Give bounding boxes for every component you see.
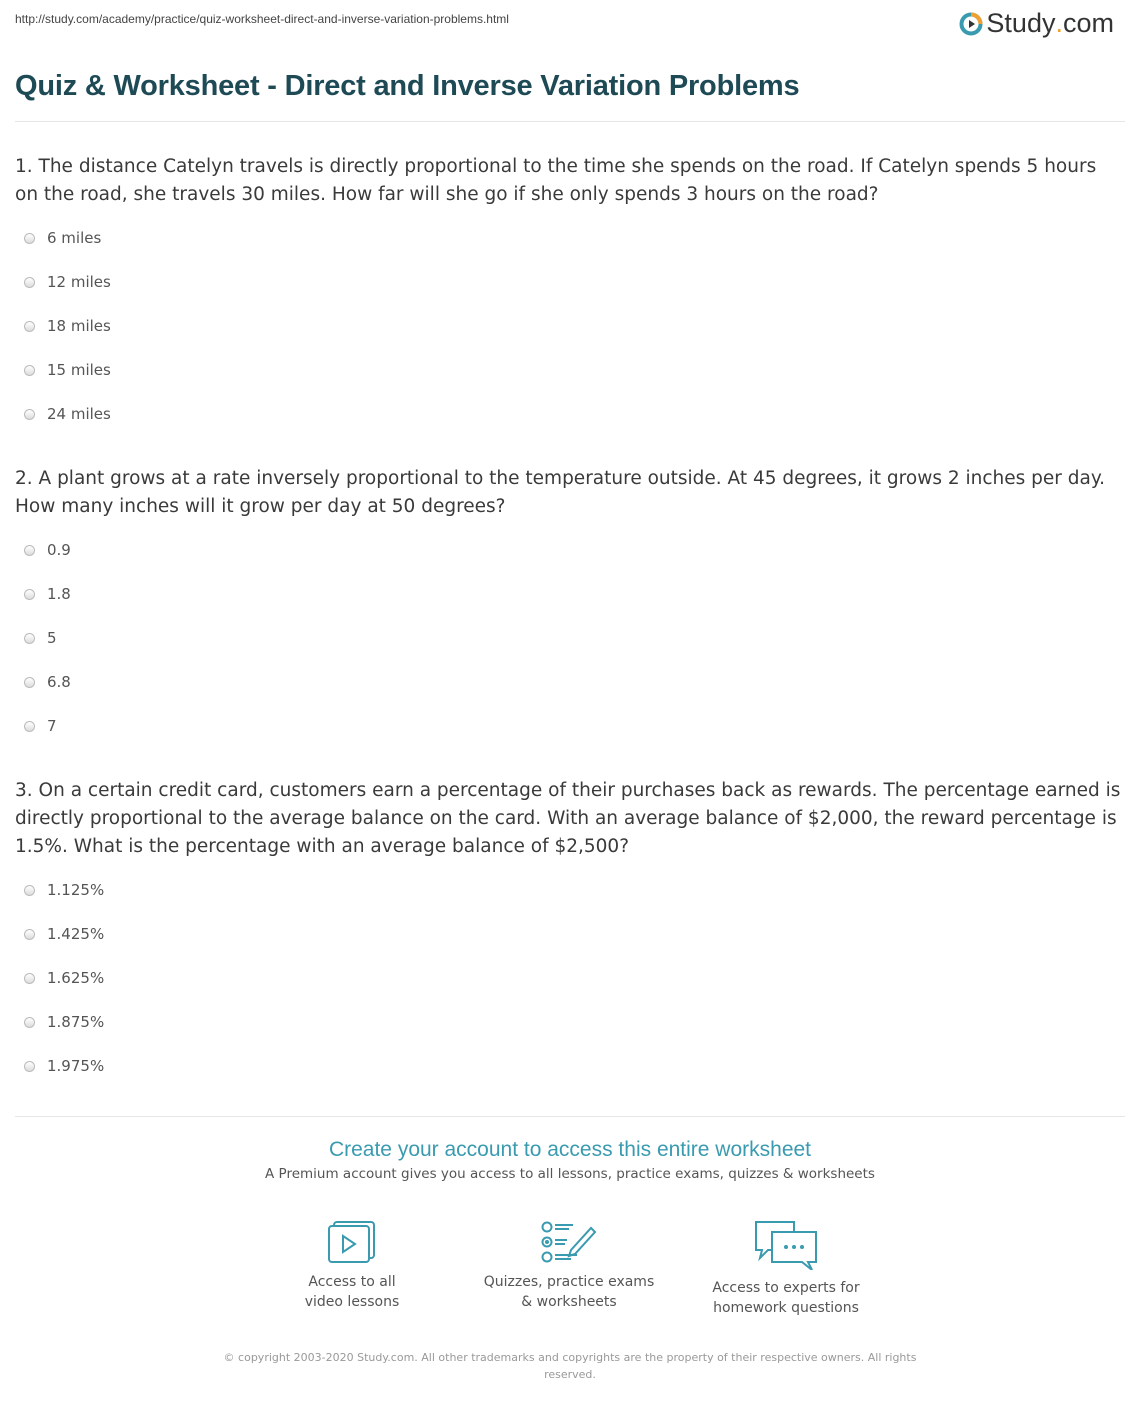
feature-experts xyxy=(676,1220,896,1318)
answer-option[interactable] xyxy=(15,260,1125,304)
option-label: 1.8 xyxy=(47,585,71,603)
feature-label-line2: homework questions xyxy=(713,1300,859,1316)
logo-dot: . xyxy=(1055,8,1063,38)
promo-subtext: A Premium account gives you access to all lessons, practice exams, quizzes & worksheets xyxy=(265,1166,875,1182)
answer-option[interactable] xyxy=(15,912,1125,956)
option-label: 1.625% xyxy=(47,969,105,987)
chat-experts-icon xyxy=(754,1220,818,1270)
radio-button[interactable] xyxy=(24,721,35,732)
answer-option[interactable] xyxy=(15,868,1125,912)
logo-text: Study xyxy=(986,8,1056,38)
question-block xyxy=(15,153,1125,436)
radio-button[interactable] xyxy=(24,633,35,644)
radio-button[interactable] xyxy=(24,277,35,288)
option-label: 12 miles xyxy=(47,273,111,291)
radio-button[interactable] xyxy=(24,589,35,600)
radio-button[interactable] xyxy=(24,233,35,244)
question-text: 1. The distance Catelyn travels is directly proportional to the time she spends on the road. If Catelyn spends 5 hours on the road, she travels 30 miles. How far will she go if she only spends 3 hours on the road? xyxy=(15,156,1097,205)
answer-option[interactable] xyxy=(15,216,1125,260)
answer-option[interactable] xyxy=(15,1000,1125,1044)
radio-button[interactable] xyxy=(24,409,35,420)
option-label: 1.875% xyxy=(47,1013,105,1031)
feature-label-line1: Access to experts for xyxy=(712,1280,860,1296)
answer-option[interactable] xyxy=(15,704,1125,748)
page-title: Quiz & Worksheet - Direct and Inverse Variation Problems xyxy=(15,70,800,102)
promo-heading[interactable]: Create your account to access this entire worksheet xyxy=(328,1138,812,1161)
radio-button[interactable] xyxy=(24,973,35,984)
answer-option[interactable] xyxy=(15,304,1125,348)
study-logo[interactable] xyxy=(959,8,1114,39)
question-text: 3. On a certain credit card, customers earn a percentage of their purchases back as rewards. The percentage earned is directly proportional to the average balance on the card. With an average balance of $2,000, the reward percentage is 1.5%. What is the percentage with an average balance of $2,500? xyxy=(15,780,1121,857)
page-url: http://study.com/academy/practice/quiz-worksheet-direct-and-inverse-variation-problems.html xyxy=(15,12,509,26)
feature-label-line2: video lessons xyxy=(304,1294,400,1310)
feature-label-line1: Quizzes, practice exams xyxy=(483,1274,655,1290)
feature-label-line2: & worksheets xyxy=(521,1294,617,1310)
copyright: © copyright 2003-2020 Study.com. All other trademarks and copyrights are the property of their respective owners. All rights reserved. xyxy=(223,1351,917,1381)
radio-button[interactable] xyxy=(24,885,35,896)
question-text: 2. A plant grows at a rate inversely proportional to the temperature outside. At 45 degrees, it grows 2 inches per day. How many inches will it grow per day at 50 degrees? xyxy=(15,468,1106,517)
option-label: 0.9 xyxy=(47,541,71,559)
question-block xyxy=(15,777,1125,1088)
video-lessons-icon xyxy=(326,1220,378,1264)
option-label: 6.8 xyxy=(47,673,71,691)
feature-video-lessons xyxy=(242,1220,462,1312)
option-label: 1.975% xyxy=(47,1057,105,1075)
answer-option[interactable] xyxy=(15,660,1125,704)
answer-option[interactable] xyxy=(15,572,1125,616)
option-label: 15 miles xyxy=(47,361,111,379)
answer-option[interactable] xyxy=(15,1044,1125,1088)
option-label: 7 xyxy=(47,717,57,735)
quiz-checklist-icon xyxy=(541,1220,597,1264)
answer-option[interactable] xyxy=(15,528,1125,572)
radio-button[interactable] xyxy=(24,1061,35,1072)
radio-button[interactable] xyxy=(24,929,35,940)
feature-label-line1: Access to all xyxy=(308,1274,396,1290)
answer-option[interactable] xyxy=(15,392,1125,436)
option-label: 24 miles xyxy=(47,405,111,423)
radio-button[interactable] xyxy=(24,545,35,556)
radio-button[interactable] xyxy=(24,677,35,688)
radio-button[interactable] xyxy=(24,365,35,376)
option-label: 1.425% xyxy=(47,925,105,943)
radio-button[interactable] xyxy=(24,321,35,332)
promo-section xyxy=(0,1138,1140,1182)
radio-button[interactable] xyxy=(24,1017,35,1028)
feature-quizzes xyxy=(459,1220,679,1312)
play-logo-icon xyxy=(959,12,983,36)
quiz-questions xyxy=(15,153,1125,1117)
answer-option[interactable] xyxy=(15,348,1125,392)
answer-option[interactable] xyxy=(15,956,1125,1000)
divider xyxy=(15,1116,1125,1117)
logo-suffix: com xyxy=(1062,8,1114,38)
divider xyxy=(15,121,1125,122)
question-block xyxy=(15,465,1125,748)
answer-option[interactable] xyxy=(15,616,1125,660)
option-label: 1.125% xyxy=(47,881,105,899)
option-label: 18 miles xyxy=(47,317,111,335)
option-label: 6 miles xyxy=(47,229,102,247)
option-label: 5 xyxy=(47,629,57,647)
